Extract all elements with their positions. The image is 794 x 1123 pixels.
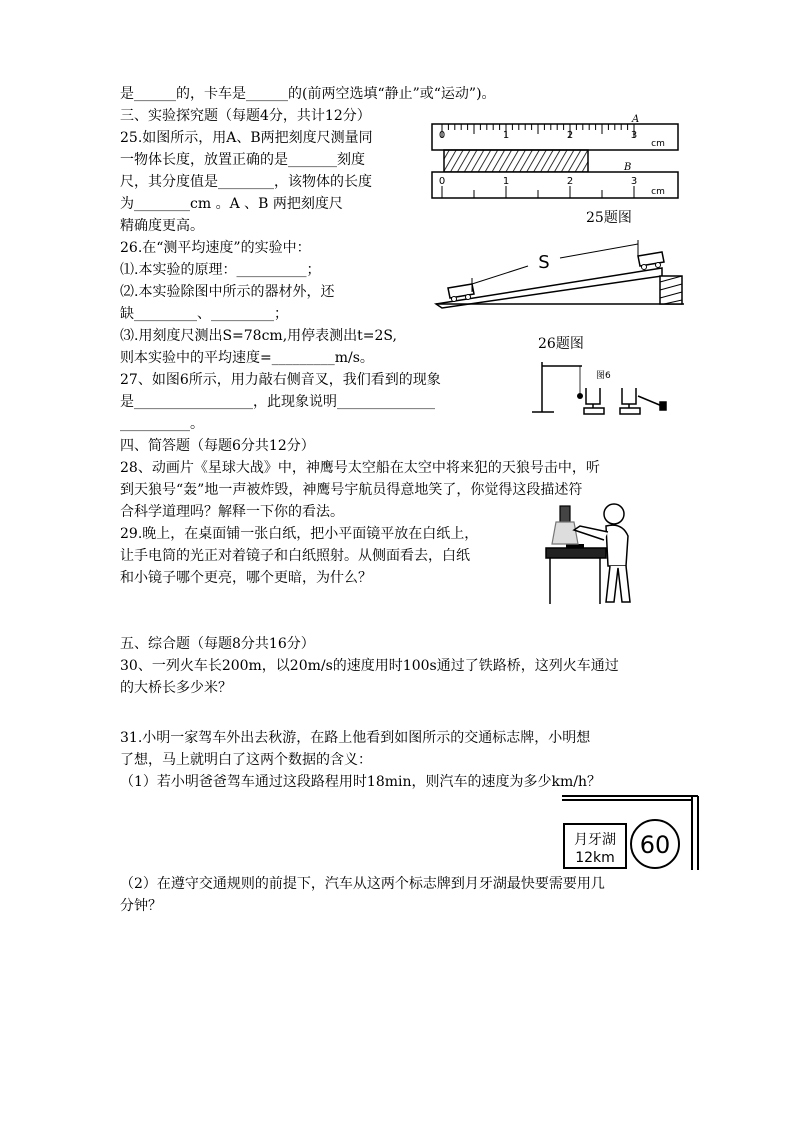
hammer	[638, 396, 666, 410]
ruler-a-tick-3: 3	[630, 130, 638, 141]
ruler-a	[432, 124, 678, 150]
q25-line3: 尺，其分度值是________，该物体的长度	[120, 174, 372, 190]
q27-line1: 27、如图6所示，用力敲右侧音叉，我们看到的现象	[120, 372, 441, 388]
traffic-sign-figure	[562, 792, 702, 872]
cart-bottom	[448, 284, 474, 302]
cart-top	[638, 252, 664, 270]
ruler-a-tick-2: 2	[566, 130, 574, 141]
q31-line2: 了想，马上就明白了这两个数据的含义：	[120, 752, 372, 768]
q28-line3: 合科学道理吗？解释一下你的看法。	[120, 504, 344, 520]
q26-line6: 则本实验中的平均速度=_________m/s。	[120, 350, 374, 366]
q25-line1: 25.如图所示，用A、B两把刻度尺测量同	[120, 130, 373, 146]
q28-line2: 到天狼号“轰”地一声被炸毁，神鹰号宇航员得意地笑了，你觉得这段描述符	[120, 482, 583, 498]
stand	[532, 362, 582, 412]
q29-line2: 让手电筒的光正对着镜子和白纸照射。从侧面看去，白纸	[120, 548, 470, 564]
ruler-b-tick-1: 1	[502, 176, 510, 187]
q29-line3: 和小镜子哪个更亮，哪个更暗，为什么？	[120, 570, 372, 586]
ruler-b-label: B	[624, 162, 632, 173]
distance-sign	[564, 824, 626, 868]
speed-limit-sign	[631, 820, 679, 868]
flashlight	[552, 506, 578, 544]
q25-line4: 为________cm 。A 、B 两把刻度尺	[120, 196, 343, 212]
q31-line3: （1）若小明爸爸驾车通过这段路程用时18min，则汽车的速度为多少km/h？	[120, 774, 601, 790]
section3-heading: 三、实验探究题（每题4分，共计12分）	[120, 108, 371, 124]
measured-object	[444, 150, 588, 172]
q26-line4: 缺_________、_________；	[120, 306, 288, 322]
q26-line1: 26.在“测平均速度”的实验中：	[120, 240, 311, 256]
ruler-a-unit: cm	[651, 139, 665, 149]
ruler-b-tick-0: 0	[438, 176, 446, 187]
table	[546, 548, 606, 604]
q27-line2: 是_________________，此现象说明______________	[120, 394, 435, 410]
right-fork	[620, 388, 640, 414]
q25-line2: 一物体长度，放置正确的是_______刻度	[120, 152, 365, 168]
ruler-b-tick-3: 3	[630, 176, 638, 187]
ruler-a-tick-0: 0	[438, 130, 446, 141]
ruler-b	[432, 172, 678, 198]
fig26-caption: 26题图	[538, 336, 584, 352]
sign-place: 月牙湖	[574, 832, 616, 848]
q26-line5: ⑶.用刻度尺测出S=78cm,用停表测出t=2S,	[120, 328, 397, 344]
q26-line2: ⑴.本实验的原理：__________；	[120, 262, 321, 278]
fig25-caption: 25题图	[586, 210, 632, 226]
incline-block	[660, 276, 682, 304]
left-fork	[584, 388, 604, 414]
q30-line1: 30、一列火车长200m，以20m/s的速度用时100s通过了铁路桥，这列火车通过	[120, 658, 619, 674]
q31-line5: 分钟？	[120, 898, 162, 914]
ruler-figure	[428, 114, 684, 202]
q27-line3: __________。	[120, 416, 204, 432]
flashlight-figure	[544, 496, 638, 608]
q31-line1: 31.小明一家驾车外出去秋游，在路上他看到如图所示的交通标志牌，小明想	[120, 730, 591, 746]
section5-heading: 五、综合题（每题8分共16分）	[120, 636, 315, 652]
ping-pong-ball	[577, 393, 583, 399]
q29-line1: 29.晚上，在桌面铺一张白纸，把小平面镜平放在白纸上，	[120, 526, 479, 542]
section4-heading: 四、简答题（每题6分共12分）	[120, 438, 315, 454]
ruler-b-unit: cm	[651, 187, 665, 197]
ruler-a-tick-1: 1	[502, 130, 510, 141]
q24-tail-line: 是______的，卡车是______的(前两空选填“静止”或“运动”)。	[120, 86, 496, 102]
q28-line1: 28、动画片《星球大战》中，神鹰号太空船在太空中将来犯的天狼号击中，听	[120, 460, 600, 476]
s-label: S	[538, 252, 550, 273]
fig6-label: 图6	[596, 371, 611, 381]
q31-line4: （2）在遵守交通规则的前提下，汽车从这两个标志牌到月牙湖最快要需要用几	[120, 876, 605, 892]
ruler-a-label: A	[632, 114, 640, 125]
speed-limit-value: 60	[639, 831, 671, 859]
s-dimension-line	[472, 240, 638, 292]
q26-line3: ⑵.本实验除图中所示的器材外，还	[120, 284, 335, 300]
sign-distance: 12km	[575, 850, 615, 866]
q25-line5: 精确度更高。	[120, 218, 204, 234]
q30-line2: 的大桥长多少米？	[120, 680, 232, 696]
incline-figure	[432, 238, 688, 310]
ruler-b-tick-2: 2	[566, 176, 574, 187]
tuning-fork-figure	[526, 358, 670, 420]
